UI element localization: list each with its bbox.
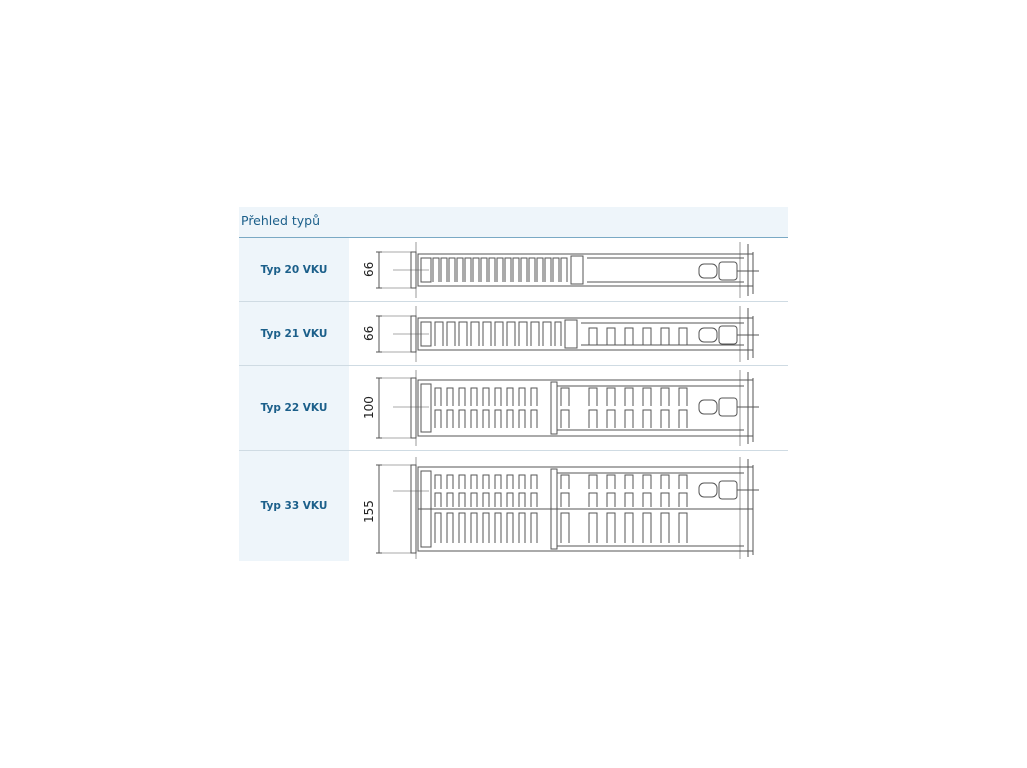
type-row-20 (239, 238, 788, 302)
radiator-section-22 (349, 366, 788, 450)
dimension-label: 100 (362, 396, 376, 419)
radiator-drawing-20 (349, 238, 788, 301)
dimension-label: 66 (362, 325, 376, 341)
dimension-label: 66 (362, 261, 376, 277)
type-label-cell (239, 302, 349, 365)
panel-title: Přehled typů (241, 213, 321, 228)
radiator-section-21 (349, 302, 788, 365)
panel-header (239, 207, 788, 238)
radiator-section-33 (349, 451, 788, 561)
type-label-cell (239, 451, 349, 561)
type-label: Typ 21 VKU (260, 327, 328, 340)
type-row-21 (239, 302, 788, 366)
type-label-cell (239, 366, 349, 450)
type-row-33 (239, 451, 788, 561)
radiator-drawing-21 (349, 302, 788, 365)
type-row-22 (239, 366, 788, 451)
radiator-drawing-33 (349, 451, 788, 561)
type-label-cell (239, 238, 349, 301)
radiator-section-20 (349, 238, 788, 301)
dimension-label: 155 (362, 500, 376, 523)
type-label: Typ 20 VKU (260, 263, 328, 276)
type-label: Typ 33 VKU (260, 500, 328, 512)
radiator-drawing-22 (349, 366, 788, 450)
type-label: Typ 22 VKU (260, 402, 328, 414)
type-overview-panel (239, 207, 788, 561)
